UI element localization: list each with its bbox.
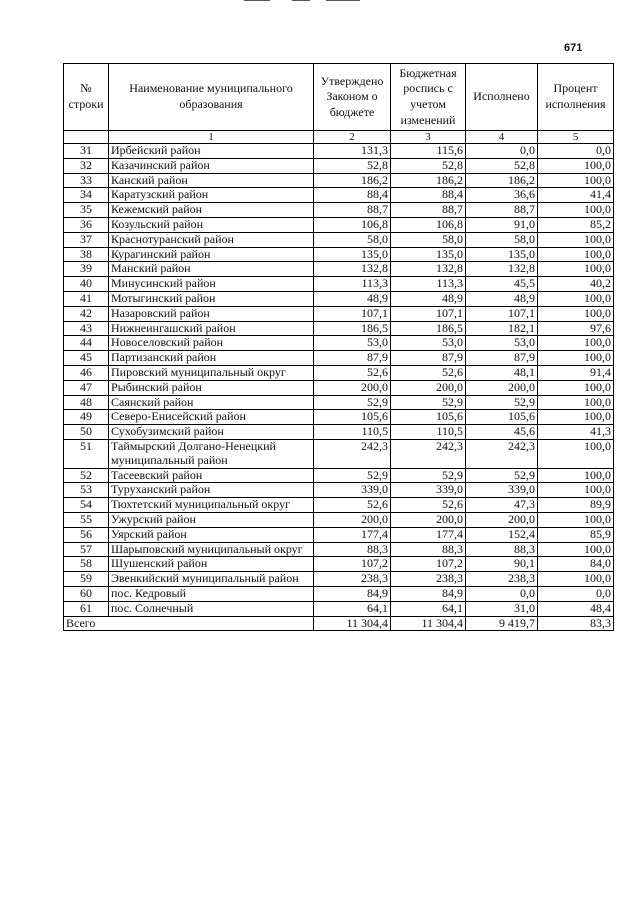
- header-execution-percent: Процент исполнения: [538, 64, 614, 131]
- table-row: [64, 173, 614, 188]
- percent-value: 100,0: [538, 439, 614, 468]
- row-number: 48: [64, 395, 109, 410]
- approved-value: 58,0: [314, 232, 391, 247]
- percent-value: 100,0: [538, 512, 614, 527]
- municipality-name: Каратузский район: [109, 188, 314, 203]
- budget-value: 200,0: [391, 512, 466, 527]
- percent-value: 100,0: [538, 410, 614, 425]
- budget-value: 106,8: [391, 217, 466, 232]
- table-row: [64, 557, 614, 572]
- approved-value: 200,0: [314, 380, 391, 395]
- approved-value: 52,6: [314, 498, 391, 513]
- percent-value: 100,0: [538, 572, 614, 587]
- budget-value: 242,3: [391, 439, 466, 468]
- executed-value: 36,6: [466, 188, 538, 203]
- executed-value: 200,0: [466, 380, 538, 395]
- municipality-name: Манский район: [109, 262, 314, 277]
- row-number: 55: [64, 512, 109, 527]
- budget-value: 107,1: [391, 306, 466, 321]
- row-number: 47: [64, 380, 109, 395]
- executed-value: 135,0: [466, 247, 538, 262]
- municipality-name: Ужурский район: [109, 512, 314, 527]
- percent-value: 100,0: [538, 306, 614, 321]
- approved-value: 87,9: [314, 351, 391, 366]
- total-executed: 9 419,7: [466, 616, 538, 631]
- row-number: 54: [64, 498, 109, 513]
- row-number: 59: [64, 572, 109, 587]
- budget-value: 186,5: [391, 321, 466, 336]
- percent-value: 40,2: [538, 277, 614, 292]
- percent-value: 100,0: [538, 380, 614, 395]
- executed-value: 0,0: [466, 144, 538, 159]
- executed-value: 339,0: [466, 483, 538, 498]
- budget-value: 115,6: [391, 144, 466, 159]
- row-number: 46: [64, 365, 109, 380]
- table-row: [64, 277, 614, 292]
- table-row: [64, 586, 614, 601]
- table-row: [64, 468, 614, 483]
- budget-value: 52,9: [391, 395, 466, 410]
- approved-value: 52,9: [314, 395, 391, 410]
- percent-value: 100,0: [538, 158, 614, 173]
- percent-value: 84,0: [538, 557, 614, 572]
- row-number: 61: [64, 601, 109, 616]
- row-number: 40: [64, 277, 109, 292]
- executed-value: 47,3: [466, 498, 538, 513]
- municipality-name: Тюхтетский муниципальный округ: [109, 498, 314, 513]
- total-approved: 11 304,4: [314, 616, 391, 631]
- approved-value: 52,6: [314, 365, 391, 380]
- percent-value: 0,0: [538, 586, 614, 601]
- executed-value: 58,0: [466, 232, 538, 247]
- row-number: 60: [64, 586, 109, 601]
- row-number: 42: [64, 306, 109, 321]
- approved-value: 131,3: [314, 144, 391, 159]
- row-number: 49: [64, 410, 109, 425]
- row-number: 33: [64, 173, 109, 188]
- municipality-name: Кежемский район: [109, 203, 314, 218]
- table-row: [64, 601, 614, 616]
- approved-value: 53,0: [314, 336, 391, 351]
- approved-value: 48,9: [314, 291, 391, 306]
- executed-value: 105,6: [466, 410, 538, 425]
- table-row: [64, 188, 614, 203]
- table-row: [64, 203, 614, 218]
- executed-value: 45,6: [466, 425, 538, 440]
- budget-value: 84,9: [391, 586, 466, 601]
- municipality-name: Казачинский район: [109, 158, 314, 173]
- approved-value: 135,0: [314, 247, 391, 262]
- approved-value: 52,8: [314, 158, 391, 173]
- municipality-name: Сухобузимский район: [109, 425, 314, 440]
- table-row: [64, 527, 614, 542]
- budget-value: 110,5: [391, 425, 466, 440]
- budget-value: 64,1: [391, 601, 466, 616]
- row-number: 58: [64, 557, 109, 572]
- budget-value: 87,9: [391, 351, 466, 366]
- municipality-name: Рыбинский район: [109, 380, 314, 395]
- budget-value: 53,0: [391, 336, 466, 351]
- row-number: 38: [64, 247, 109, 262]
- percent-value: 89,9: [538, 498, 614, 513]
- municipality-name: Ирбейский район: [109, 144, 314, 159]
- table-row: [64, 158, 614, 173]
- total-label: Всего: [64, 616, 314, 631]
- budget-value: 177,4: [391, 527, 466, 542]
- percent-value: 91,4: [538, 365, 614, 380]
- percent-value: 0,0: [538, 144, 614, 159]
- approved-value: 186,2: [314, 173, 391, 188]
- row-number: 35: [64, 203, 109, 218]
- row-number: 44: [64, 336, 109, 351]
- row-number: 37: [64, 232, 109, 247]
- header-approved: Утверждено Законом о бюджете: [314, 64, 391, 131]
- row-number: 32: [64, 158, 109, 173]
- budget-value: 186,2: [391, 173, 466, 188]
- approved-value: 107,2: [314, 557, 391, 572]
- row-number: 34: [64, 188, 109, 203]
- approved-value: 88,7: [314, 203, 391, 218]
- table-row: [64, 321, 614, 336]
- approved-value: 52,9: [314, 468, 391, 483]
- approved-value: 107,1: [314, 306, 391, 321]
- table-row: [64, 144, 614, 159]
- budget-value: 52,6: [391, 498, 466, 513]
- percent-value: 100,0: [538, 395, 614, 410]
- executed-value: 52,9: [466, 468, 538, 483]
- executed-value: 87,9: [466, 351, 538, 366]
- approved-value: 110,5: [314, 425, 391, 440]
- municipality-name: Новоселовский район: [109, 336, 314, 351]
- percent-value: 85,9: [538, 527, 614, 542]
- budget-execution-table: [63, 63, 614, 631]
- row-number: 56: [64, 527, 109, 542]
- budget-value: 132,8: [391, 262, 466, 277]
- municipality-name: Краснотуранский район: [109, 232, 314, 247]
- total-budget: 11 304,4: [391, 616, 466, 631]
- row-number: 57: [64, 542, 109, 557]
- table-row: [64, 262, 614, 277]
- approved-value: 84,9: [314, 586, 391, 601]
- executed-value: 182,1: [466, 321, 538, 336]
- budget-value: 135,0: [391, 247, 466, 262]
- row-number: 43: [64, 321, 109, 336]
- row-number: 39: [64, 262, 109, 277]
- approved-value: 106,8: [314, 217, 391, 232]
- table-row: [64, 232, 614, 247]
- percent-value: 100,0: [538, 247, 614, 262]
- approved-value: 238,3: [314, 572, 391, 587]
- municipality-name: пос. Кедровый: [109, 586, 314, 601]
- municipality-name: Минусинский район: [109, 277, 314, 292]
- table-row: [64, 483, 614, 498]
- executed-value: 52,8: [466, 158, 538, 173]
- column-index-5: 5: [538, 131, 614, 144]
- municipality-name: Туруханский район: [109, 483, 314, 498]
- executed-value: 0,0: [466, 586, 538, 601]
- municipality-name: Курагинский район: [109, 247, 314, 262]
- table-row: [64, 395, 614, 410]
- executed-value: 48,1: [466, 365, 538, 380]
- executed-value: 200,0: [466, 512, 538, 527]
- municipality-name: Таймырский Долгано-Ненецкий муниципальный район: [109, 439, 314, 468]
- executed-value: 90,1: [466, 557, 538, 572]
- budget-value: 105,6: [391, 410, 466, 425]
- percent-value: 100,0: [538, 232, 614, 247]
- executed-value: 53,0: [466, 336, 538, 351]
- header-row-number: № строки: [64, 64, 109, 131]
- page-number: 671: [564, 42, 583, 54]
- header-executed: Исполнено: [466, 64, 538, 131]
- municipality-name: Нижнеингашский район: [109, 321, 314, 336]
- table-row: [64, 572, 614, 587]
- table-row: [64, 410, 614, 425]
- table-row: [64, 217, 614, 232]
- table-row: [64, 365, 614, 380]
- percent-value: 100,0: [538, 262, 614, 277]
- municipality-name: Мотыгинский район: [109, 291, 314, 306]
- row-number: 53: [64, 483, 109, 498]
- percent-value: 100,0: [538, 351, 614, 366]
- table-row: [64, 291, 614, 306]
- approved-value: 64,1: [314, 601, 391, 616]
- percent-value: 41,3: [538, 425, 614, 440]
- row-number: 41: [64, 291, 109, 306]
- table-row: [64, 512, 614, 527]
- percent-value: 100,0: [538, 173, 614, 188]
- executed-value: 186,2: [466, 173, 538, 188]
- percent-value: 100,0: [538, 291, 614, 306]
- approved-value: 200,0: [314, 512, 391, 527]
- municipality-name: Уярский район: [109, 527, 314, 542]
- column-index-1: 1: [109, 131, 314, 144]
- executed-value: 31,0: [466, 601, 538, 616]
- table-header-row: [64, 64, 614, 131]
- municipality-name: Тасеевский район: [109, 468, 314, 483]
- municipality-name: пос. Солнечный: [109, 601, 314, 616]
- budget-value: 58,0: [391, 232, 466, 247]
- table-row: [64, 336, 614, 351]
- row-number: 36: [64, 217, 109, 232]
- header-municipality-name: Наименование муниципального образования: [109, 64, 314, 131]
- header-budget-schedule: Бюджетная роспись с учетом изменений: [391, 64, 466, 131]
- total-percent: 83,3: [538, 616, 614, 631]
- table-body: [64, 144, 614, 617]
- executed-value: 52,9: [466, 395, 538, 410]
- budget-value: 200,0: [391, 380, 466, 395]
- scan-marks: [244, 0, 364, 2]
- table-row: [64, 247, 614, 262]
- percent-value: 100,0: [538, 542, 614, 557]
- budget-value: 52,8: [391, 158, 466, 173]
- table-row: [64, 542, 614, 557]
- budget-value: 339,0: [391, 483, 466, 498]
- budget-value: 88,4: [391, 188, 466, 203]
- budget-value: 52,9: [391, 468, 466, 483]
- percent-value: 100,0: [538, 203, 614, 218]
- percent-value: 48,4: [538, 601, 614, 616]
- budget-value: 88,7: [391, 203, 466, 218]
- row-number: 52: [64, 468, 109, 483]
- executed-value: 132,8: [466, 262, 538, 277]
- row-number: 45: [64, 351, 109, 366]
- budget-value: 238,3: [391, 572, 466, 587]
- budget-value: 113,3: [391, 277, 466, 292]
- row-number: 31: [64, 144, 109, 159]
- approved-value: 339,0: [314, 483, 391, 498]
- budget-value: 107,2: [391, 557, 466, 572]
- percent-value: 100,0: [538, 468, 614, 483]
- column-index-2: 2: [314, 131, 391, 144]
- percent-value: 100,0: [538, 483, 614, 498]
- table-row: [64, 425, 614, 440]
- budget-value: 88,3: [391, 542, 466, 557]
- executed-value: 242,3: [466, 439, 538, 468]
- municipality-name: Шарыповский муниципальный округ: [109, 542, 314, 557]
- municipality-name: Саянский район: [109, 395, 314, 410]
- percent-value: 85,2: [538, 217, 614, 232]
- row-number: 51: [64, 439, 109, 468]
- municipality-name: Канский район: [109, 173, 314, 188]
- municipality-name: Назаровский район: [109, 306, 314, 321]
- municipality-name: Козульский район: [109, 217, 314, 232]
- executed-value: 91,0: [466, 217, 538, 232]
- executed-value: 45,5: [466, 277, 538, 292]
- executed-value: 48,9: [466, 291, 538, 306]
- column-index-row: [64, 131, 614, 144]
- executed-value: 238,3: [466, 572, 538, 587]
- municipality-name: Пировский муниципальный округ: [109, 365, 314, 380]
- executed-value: 152,4: [466, 527, 538, 542]
- municipality-name: Эвенкийский муниципальный район: [109, 572, 314, 587]
- approved-value: 177,4: [314, 527, 391, 542]
- table-row: [64, 306, 614, 321]
- column-index-3: 3: [391, 131, 466, 144]
- approved-value: 132,8: [314, 262, 391, 277]
- approved-value: 186,5: [314, 321, 391, 336]
- percent-value: 100,0: [538, 336, 614, 351]
- percent-value: 41,4: [538, 188, 614, 203]
- municipality-name: Шушенский район: [109, 557, 314, 572]
- executed-value: 107,1: [466, 306, 538, 321]
- table-row: [64, 498, 614, 513]
- row-number: 50: [64, 425, 109, 440]
- municipality-name: Партизанский район: [109, 351, 314, 366]
- municipality-name: Северо-Енисейский район: [109, 410, 314, 425]
- executed-value: 88,7: [466, 203, 538, 218]
- percent-value: 97,6: [538, 321, 614, 336]
- total-row: [64, 616, 614, 631]
- approved-value: 113,3: [314, 277, 391, 292]
- table-row: [64, 351, 614, 366]
- budget-value: 52,6: [391, 365, 466, 380]
- approved-value: 105,6: [314, 410, 391, 425]
- table-row: [64, 380, 614, 395]
- approved-value: 242,3: [314, 439, 391, 468]
- budget-value: 48,9: [391, 291, 466, 306]
- approved-value: 88,3: [314, 542, 391, 557]
- approved-value: 88,4: [314, 188, 391, 203]
- executed-value: 88,3: [466, 542, 538, 557]
- table-row: [64, 439, 614, 468]
- column-index-4: 4: [466, 131, 538, 144]
- column-index-empty: [64, 131, 109, 144]
